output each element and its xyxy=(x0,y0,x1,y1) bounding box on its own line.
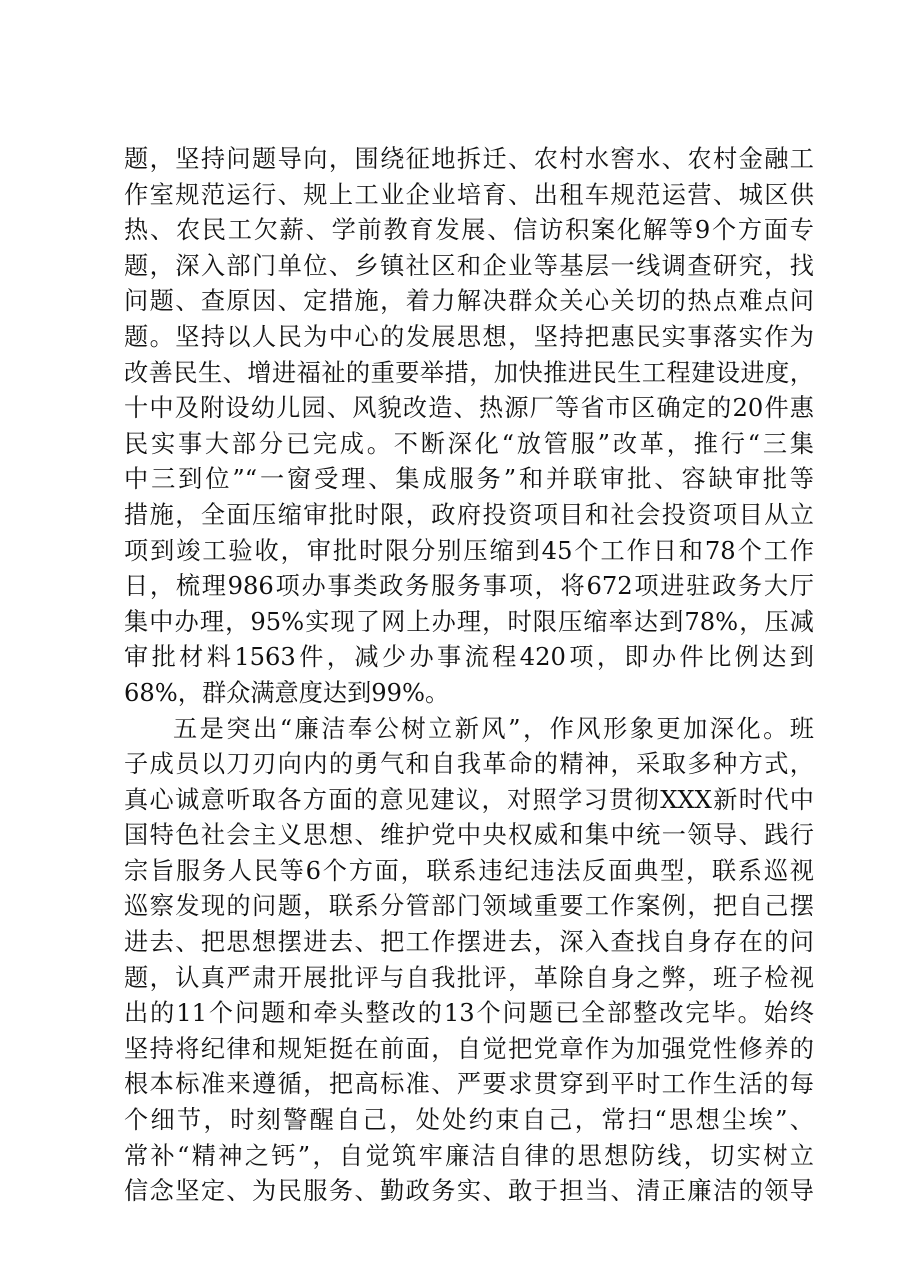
text-line: 信念坚定、为民服务、勤政务实、敢于担当、清正廉洁的领导 xyxy=(124,1177,814,1206)
text-line: 作室规范运行、规上工业企业培育、出租车规范运营、城区供 xyxy=(124,180,814,209)
text-line: 68%，群众满意度达到99%。 xyxy=(124,678,450,707)
body-text xyxy=(124,142,814,1210)
text-line: 审批材料1563件，减少办事流程420项，即办件比例达到 xyxy=(124,643,814,672)
text-line: 题。坚持以人民为中心的发展思想，坚持把惠民实事落实作为 xyxy=(124,322,814,351)
text-line: 根本标准来遵循，把高标准、严要求贯穿到平时工作生活的每 xyxy=(124,1070,814,1099)
text-line: 宗旨服务人民等6个方面，联系违纪违法反面典型，联系巡视 xyxy=(124,856,814,885)
text-line: 中三到位”“一窗受理、集成服务”和并联审批、容缺审批等 xyxy=(124,465,814,494)
text-line: 国特色社会主义思想、维护党中央权威和集中统一领导、践行 xyxy=(124,821,814,850)
text-line: 巡察发现的问题，联系分管部门领域重要工作案例，把自己摆 xyxy=(124,892,814,921)
text-line: 热、农民工欠薪、学前教育发展、信访积案化解等9个方面专 xyxy=(124,216,814,245)
text-line: 日，梳理986项办事类政务服务事项，将672项进驻政务大厅 xyxy=(124,572,814,601)
text-line: 进去、把思想摆进去、把工作摆进去，深入查找自身存在的问 xyxy=(124,928,814,957)
text-line: 子成员以刀刃向内的勇气和自我革命的精神，采取多种方式， xyxy=(124,750,814,779)
text-line: 项到竣工验收，审批时限分别压缩到45个工作日和78个工作 xyxy=(124,536,814,565)
paragraph-first-line: 五是突出“廉洁奉公树立新风”，作风形象更加深化。班 xyxy=(173,714,814,743)
text-line: 题，坚持问题导向，围绕征地拆迁、农村水窖水、农村金融工 xyxy=(124,145,814,173)
text-line: 真心诚意听取各方面的意见建议，对照学习贯彻XXX新时代中 xyxy=(124,785,814,814)
text-line: 题，深入部门单位、乡镇社区和企业等基层一线调查研究，找 xyxy=(124,251,814,280)
text-line: 措施，全面压缩审批时限，政府投资项目和社会投资项目从立 xyxy=(124,500,814,529)
text-line: 坚持将纪律和规矩挺在前面，自觉把党章作为加强党性修养的 xyxy=(124,1034,814,1063)
text-line: 十中及附设幼儿园、风貌改造、热源厂等省市区确定的20件惠 xyxy=(124,394,814,423)
text-line: 题，认真严肃开展批评与自我批评，革除自身之弊，班子检视 xyxy=(124,963,814,992)
text-line: 问题、查原因、定措施，着力解决群众关心关切的热点难点问 xyxy=(124,287,814,316)
text-line: 个细节，时刻警醒自己，处处约束自己，常扫“思想尘埃”、 xyxy=(124,1106,814,1135)
text-line: 常补“精神之钙”，自觉筑牢廉洁自律的思想防线，切实树立 xyxy=(124,1141,814,1170)
text-line: 民实事大部分已完成。不断深化“放管服”改革，推行“三集 xyxy=(124,429,814,458)
text-line: 改善民生、增进福祉的重要举措，加快推进民生工程建设进度， xyxy=(124,358,814,387)
text-line: 集中办理，95%实现了网上办理，时限压缩率达到78%，压减 xyxy=(124,607,814,636)
text-line: 出的11个问题和牵头整改的13个问题已全部整改完毕。始终 xyxy=(124,999,814,1028)
